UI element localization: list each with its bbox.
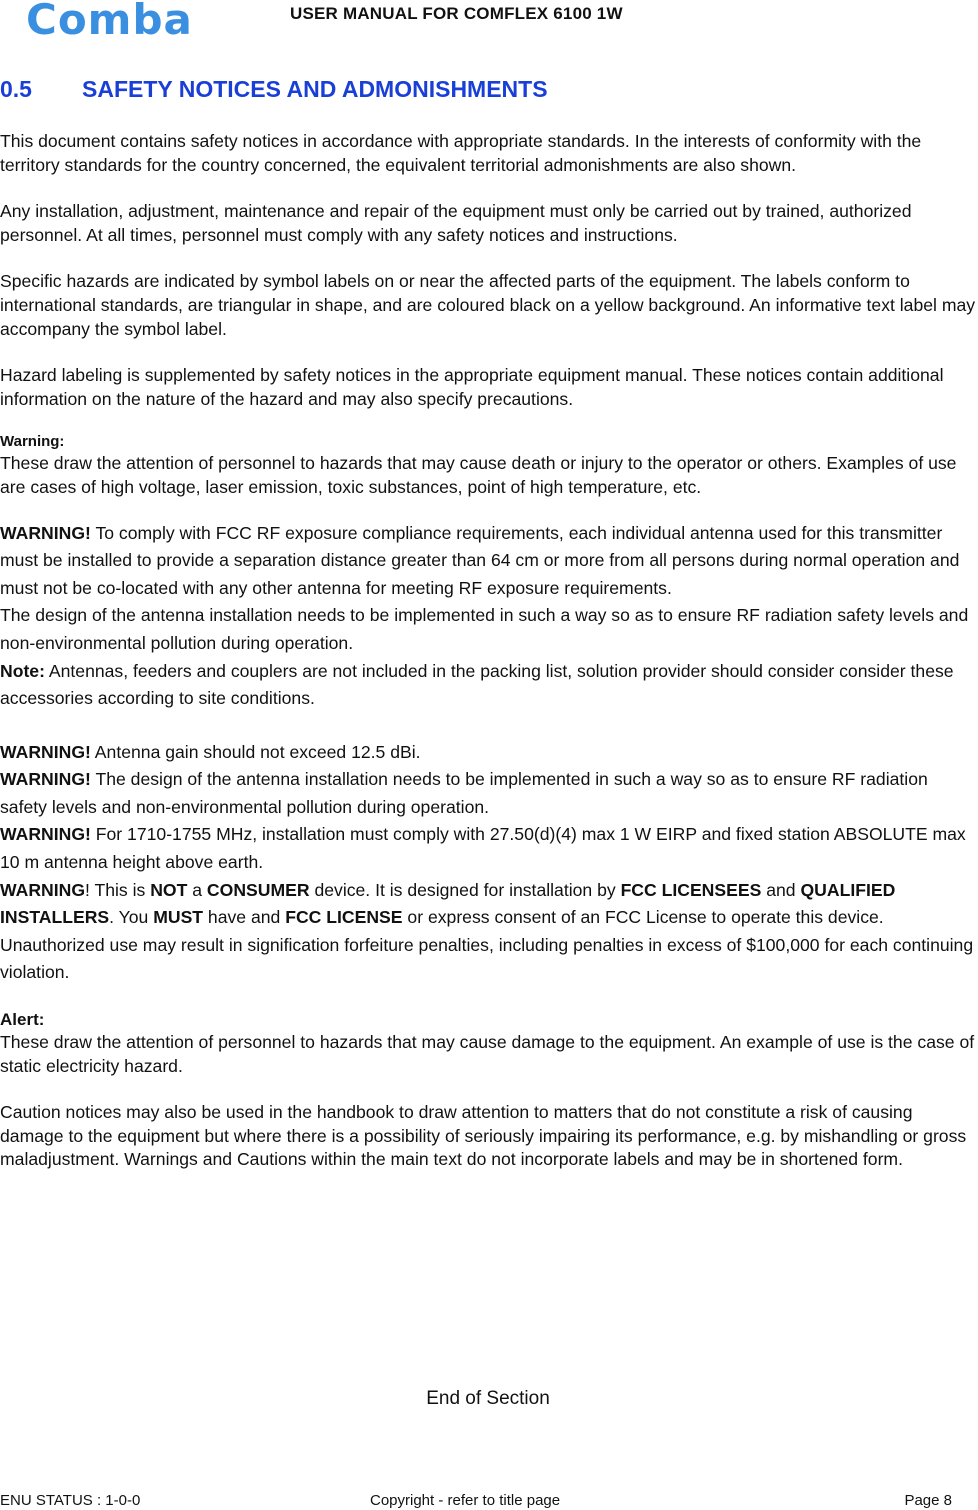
- consumer-device-warning: WARNING! This is NOT a CONSUMER device. It is designed for installation by FCC LICENSEES and QUALIFIED INSTALLERS. You MUST have and FCC LICENSE or express consent of an FCC License to operate this device. Unauthorized use may result in signification forfeiture penalties, including penalties in excess of $100,000 for each continuing violation.: [0, 879, 974, 983]
- warning-tag: WARNING!: [0, 741, 91, 762]
- footer-page-number: Page 8: [904, 1492, 952, 1509]
- end-of-section: End of Section: [426, 1388, 550, 1409]
- warning-tag: WARNING!: [0, 824, 91, 845]
- hazard-labeling-paragraph: Hazard labeling is supplemented by safety notices in the appropriate equipment manual. These notices contain additional information on the nature of the hazard and may also specify precautions.: [0, 365, 944, 409]
- section-number: 0.5: [0, 76, 32, 102]
- antenna-gain-warning: WARNING! Antenna gain should not exceed 12.5 dBi.: [0, 741, 421, 762]
- hazard-labels-paragraph: Specific hazards are indicated by symbol labels on or near the affected parts of the equipment. The labels conform to international standards, are triangular in shape, and are coloured black on a yellow background. An informative text label may accompany the symbol label.: [0, 271, 976, 339]
- fcc-warnings-block: [0, 520, 976, 713]
- warning-label: Warning:: [0, 433, 65, 451]
- footer-copyright: Copyright - refer to title page: [370, 1492, 561, 1509]
- rf-exposure-warning: WARNING! To comply with FCC RF exposure compliance requirements, each individual antenna used for this transmitter must be installed to provide a separation distance greater than 64 cm or more from all persons during normal operation and must not be co-located with any other antenna for meeting RF exposure requirements.: [0, 522, 960, 598]
- warning-tag: WARNING!: [0, 769, 91, 790]
- section-heading: [0, 76, 548, 103]
- comba-logo: Comba: [26, 0, 193, 44]
- note-tag: Note:: [0, 660, 45, 681]
- warning-description: These draw the attention of personnel to hazards that may cause death or injury to the operator or others. Examples of use are cases of high voltage, laser emission, toxic substances, point of high temperature, etc.: [0, 453, 957, 497]
- eirp-warning: WARNING! For 1710-1755 MHz, installation must comply with 27.50(d)(4) max 1 W EIRP and fixed station ABSOLUTE max 10 m antenna height above earth.: [0, 824, 966, 873]
- caution-paragraph: Caution notices may also be used in the handbook to draw attention to matters that do not constitute a risk of causing damage to the equipment but where there is a possibility of seriously impairing its performance, e.g. by mishandling or gross maladjustment. Warnings and Cautions within the main text do not incorporate labels and may be in shortened form.: [0, 1102, 967, 1170]
- alert-label: Alert:: [0, 1010, 45, 1030]
- document-title: USER MANUAL FOR COMFLEX 6100 1W: [290, 4, 623, 23]
- antenna-design-text: The design of the antenna installation needs to be implemented in such a way so as to ensure RF radiation safety levels and non-environmental pollution during operation.: [0, 605, 969, 653]
- section-title: SAFETY NOTICES AND ADMONISHMENTS: [82, 76, 548, 102]
- personnel-paragraph: Any installation, adjustment, maintenance and repair of the equipment must only be carried out by trained, authorized personnel. At all times, personnel must comply with any safety notices and instructions.: [0, 201, 912, 245]
- alert-description: These draw the attention of personnel to hazards that may cause damage to the equipment. An example of use is the case of static electricity hazard.: [0, 1032, 975, 1076]
- regulatory-warnings-block: [0, 739, 976, 987]
- note-paragraph: Note: Antennas, feeders and couplers are not included in the packing list, solution provider should consider consider these accessories according to site conditions.: [0, 660, 954, 709]
- intro-paragraph: This document contains safety notices in accordance with appropriate standards. In the interests of conformity with the territory standards for the country concerned, the equivalent territorial admonishments are also shown.: [0, 131, 922, 175]
- page-content: [0, 130, 976, 1172]
- footer-status: ENU STATUS : 1-0-0: [0, 1492, 141, 1509]
- radiation-safety-warning: WARNING! The design of the antenna installation needs to be implemented in such a way so as to ensure RF radiation safety levels and non-environmental pollution during operation.: [0, 769, 928, 817]
- warning-tag: WARNING!: [0, 522, 91, 543]
